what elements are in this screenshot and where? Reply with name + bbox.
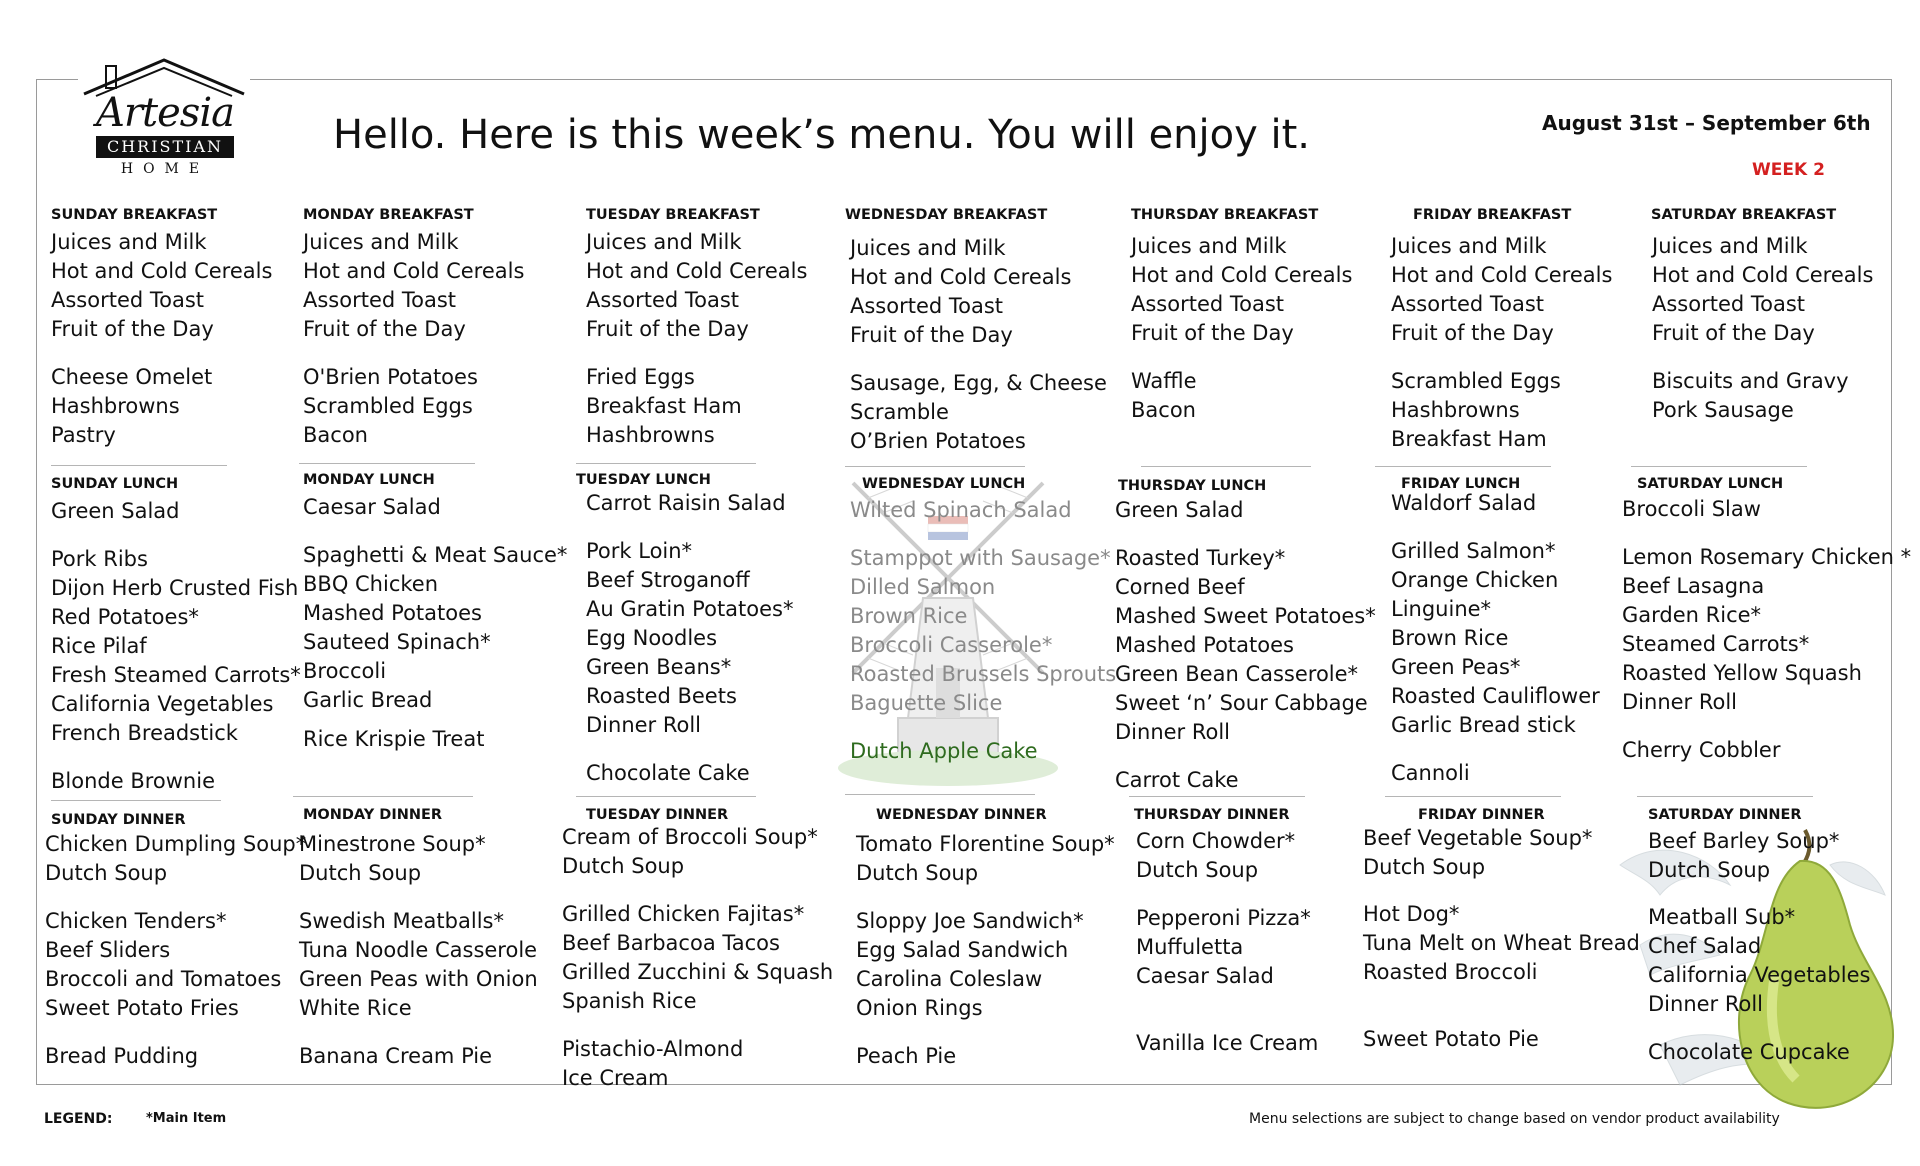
menu-item: Chicken Tenders*: [45, 909, 227, 933]
menu-item: Roasted Broccoli: [1363, 960, 1538, 984]
menu-item: Stamppot with Sausage*: [850, 546, 1111, 570]
menu-item: Peach Pie: [856, 1044, 957, 1068]
menu-item: Sausage, Egg, & Cheese: [850, 371, 1107, 395]
section-divider: [1385, 796, 1561, 797]
menu-item: Dilled Salmon: [850, 575, 996, 599]
menu-item: Green Salad: [1115, 498, 1244, 522]
menu-item: Egg Noodles: [586, 626, 718, 650]
menu-item: Green Peas*: [1391, 655, 1521, 679]
menu-item: Dinner Roll: [1622, 690, 1738, 714]
menu-item: Assorted Toast: [51, 288, 205, 312]
menu-item: Roasted Yellow Squash: [1622, 661, 1862, 685]
menu-item: Pastry: [51, 423, 116, 447]
menu-item: Dinner Roll: [1648, 992, 1764, 1016]
menu-item: Biscuits and Gravy: [1652, 369, 1849, 393]
menu-item: Chef Salad: [1648, 934, 1762, 958]
menu-item: Tomato Florentine Soup*: [856, 832, 1115, 856]
lunch-header: SATURDAY LUNCH: [1637, 476, 1784, 492]
menu-item: Onion Rings: [856, 996, 983, 1020]
menu-item: Spanish Rice: [562, 989, 697, 1013]
menu-item: Fruit of the Day: [586, 317, 749, 341]
menu-item: Vanilla Ice Cream: [1136, 1031, 1319, 1055]
menu-item: Carrot Raisin Salad: [586, 491, 786, 515]
menu-item: Juices and Milk: [303, 230, 459, 254]
menu-item: Blonde Brownie: [51, 769, 215, 793]
menu-item: Sweet Potato Pie: [1363, 1027, 1539, 1051]
menu-item: Corn Chowder*: [1136, 829, 1296, 853]
menu-item: Steamed Carrots*: [1622, 632, 1810, 656]
menu-item: Scrambled Eggs: [303, 394, 473, 418]
menu-item: Roasted Turkey*: [1115, 546, 1286, 570]
menu-item: Wilted Spinach Salad: [850, 498, 1072, 522]
menu-item: Baguette Slice: [850, 691, 1003, 715]
menu-item: Green Bean Casserole*: [1115, 662, 1359, 686]
menu-item: California Vegetables: [51, 692, 274, 716]
menu-item: Swedish Meatballs*: [299, 909, 504, 933]
menu-item: Dijon Herb Crusted Fish: [51, 576, 299, 600]
menu-item: Orange Chicken: [1391, 568, 1559, 592]
menu-item: Mashed Potatoes: [1115, 633, 1294, 657]
menu-item: Juices and Milk: [51, 230, 207, 254]
lunch-header: TUESDAY LUNCH: [576, 472, 711, 488]
menu-item: Dutch Soup: [1648, 858, 1771, 882]
menu-item: Scramble: [850, 400, 949, 424]
menu-item: O’Brien Potatoes: [850, 429, 1026, 453]
menu-item: Beef Barley Soup*: [1648, 829, 1840, 853]
menu-item: Mashed Potatoes: [303, 601, 482, 625]
section-divider: [1631, 466, 1807, 467]
menu-item: Lemon Rosemary Chicken *: [1622, 545, 1912, 569]
menu-item: Green Peas with Onion: [299, 967, 538, 991]
menu-item: Beef Stroganoff: [586, 568, 750, 592]
legend-label: LEGEND:: [44, 1111, 113, 1127]
menu-item: Broccoli and Tomatoes: [45, 967, 282, 991]
menu-item: Red Potatoes*: [51, 605, 199, 629]
menu-item: Caesar Salad: [303, 495, 441, 519]
menu-item: Dinner Roll: [1115, 720, 1231, 744]
section-divider: [845, 466, 1025, 467]
menu-item: Hot and Cold Cereals: [303, 259, 525, 283]
logo-band-text: CHRISTIAN: [96, 136, 234, 158]
menu-item: Broccoli: [303, 659, 387, 683]
menu-item: Pepperoni Pizza*: [1136, 906, 1311, 930]
menu-item: Garlic Bread: [303, 688, 433, 712]
menu-item: Minestrone Soup*: [299, 832, 486, 856]
dinner-header: FRIDAY DINNER: [1418, 807, 1545, 823]
lunch-header: THURSDAY LUNCH: [1118, 478, 1267, 494]
menu-item: Grilled Chicken Fajitas*: [562, 902, 805, 926]
dinner-header: WEDNESDAY DINNER: [876, 807, 1047, 823]
menu-item: Au Gratin Potatoes*: [586, 597, 794, 621]
menu-item: Brown Rice: [850, 604, 968, 628]
menu-item: Pistachio-Almond Ice Cream: [562, 1037, 744, 1090]
breakfast-header: FRIDAY BREAKFAST: [1413, 207, 1572, 223]
menu-item: Grilled Salmon*: [1391, 539, 1556, 563]
menu-item: Green Beans*: [586, 655, 732, 679]
menu-item: French Breadstick: [51, 721, 238, 745]
menu-item: Meatball Sub*: [1648, 905, 1796, 929]
menu-item: Dutch Soup: [562, 854, 685, 878]
menu-item: Hashbrowns: [586, 423, 715, 447]
menu-item: Fresh Steamed Carrots*: [51, 663, 301, 687]
menu-item: Cherry Cobbler: [1622, 738, 1781, 762]
dinner-header: TUESDAY DINNER: [586, 807, 729, 823]
menu-item: Caesar Salad: [1136, 964, 1274, 988]
menu-item: Beef Lasagna: [1622, 574, 1765, 598]
menu-item: Pork Ribs: [51, 547, 148, 571]
menu-item: Corned Beef: [1115, 575, 1245, 599]
page-title: Hello. Here is this week’s menu. You will enjoy it.: [333, 112, 1311, 158]
dinner-header: SUNDAY DINNER: [51, 812, 186, 828]
section-divider: [576, 796, 756, 797]
date-range: August 31st – September 6th: [1542, 111, 1871, 135]
menu-item: Breakfast Ham: [586, 394, 742, 418]
menu-item: Fruit of the Day: [303, 317, 466, 341]
menu-item: Mashed Sweet Potatoes*: [1115, 604, 1376, 628]
section-divider: [1129, 796, 1305, 797]
menu-item: Cheese Omelet: [51, 365, 213, 389]
menu-item: Fruit of the Day: [1391, 321, 1554, 345]
menu-item: Assorted Toast: [1131, 292, 1285, 316]
menu-item: Sloppy Joe Sandwich*: [856, 909, 1084, 933]
menu-item: Banana Cream Pie: [299, 1044, 493, 1068]
legend-main-item: *Main Item: [146, 1111, 227, 1126]
menu-item: Juices and Milk: [586, 230, 742, 254]
menu-item: Hashbrowns: [1391, 398, 1520, 422]
menu-item: Assorted Toast: [1391, 292, 1545, 316]
menu-item: Fruit of the Day: [1131, 321, 1294, 345]
menu-item: Grilled Zucchini & Squash: [562, 960, 834, 984]
menu-item: Fruit of the Day: [1652, 321, 1815, 345]
lunch-header: SUNDAY LUNCH: [51, 476, 179, 492]
menu-item: Linguine*: [1391, 597, 1492, 621]
menu-item: Pork Loin*: [586, 539, 693, 563]
menu-item: Fruit of the Day: [850, 323, 1013, 347]
section-divider: [1637, 796, 1813, 797]
menu-item: Fried Eggs: [586, 365, 695, 389]
menu-item: Hot Dog*: [1363, 902, 1460, 926]
dinner-header: MONDAY DINNER: [303, 807, 443, 823]
menu-item: Waffle: [1131, 369, 1197, 393]
menu-item: Breakfast Ham: [1391, 427, 1547, 451]
menu-item: Assorted Toast: [586, 288, 740, 312]
menu-item: White Rice: [299, 996, 412, 1020]
dinner-header: SATURDAY DINNER: [1648, 807, 1802, 823]
menu-item: Roasted Beets: [586, 684, 737, 708]
menu-item: Assorted Toast: [1652, 292, 1806, 316]
disclaimer-text: Menu selections are subject to change based on vendor product availability: [1249, 1111, 1780, 1127]
menu-item: Juices and Milk: [1131, 234, 1287, 258]
menu-item: Egg Salad Sandwich: [856, 938, 1069, 962]
section-divider: [293, 796, 473, 797]
menu-item: Dutch Soup: [299, 861, 422, 885]
menu-item: Fruit of the Day: [51, 317, 214, 341]
menu-item: Muffuletta: [1136, 935, 1244, 959]
menu-item: Rice Krispie Treat: [303, 727, 485, 751]
menu-item: Chicken Dumpling Soup*: [45, 832, 307, 856]
menu-item: Bread Pudding: [45, 1044, 199, 1068]
menu-item: Dutch Soup: [45, 861, 168, 885]
breakfast-header: THURSDAY BREAKFAST: [1131, 207, 1319, 223]
menu-item: Tuna Noodle Casserole: [299, 938, 538, 962]
menu-item: Roasted Brussels Sprouts: [850, 662, 1117, 686]
breakfast-header: WEDNESDAY BREAKFAST: [845, 207, 1048, 223]
dinner-header: THURSDAY DINNER: [1134, 807, 1290, 823]
menu-item: Broccoli Casserole*: [850, 633, 1053, 657]
week-label: WEEK 2: [1752, 160, 1825, 180]
menu-item: Carolina Coleslaw: [856, 967, 1043, 991]
menu-item: Sauteed Spinach*: [303, 630, 491, 654]
menu-item: Sweet ‘n’ Sour Cabbage: [1115, 691, 1368, 715]
menu-item: Roasted Cauliflower: [1391, 684, 1600, 708]
menu-item: Sweet Potato Fries: [45, 996, 239, 1020]
menu-item: California Vegetables: [1648, 963, 1871, 987]
menu-item: Chocolate Cake: [586, 761, 750, 785]
menu-item: Assorted Toast: [303, 288, 457, 312]
menu-item: Beef Sliders: [45, 938, 171, 962]
menu-item: Scrambled Eggs: [1391, 369, 1561, 393]
section-divider: [51, 465, 227, 466]
menu-item: Dutch Apple Cake: [850, 739, 1038, 763]
menu-item: Juices and Milk: [850, 236, 1006, 260]
menu-item: Green Salad: [51, 499, 180, 523]
menu-item: Juices and Milk: [1652, 234, 1808, 258]
menu-item: Hot and Cold Cereals: [850, 265, 1072, 289]
menu-item: Hashbrowns: [51, 394, 180, 418]
menu-item: Dutch Soup: [1363, 855, 1486, 879]
menu-item: Rice Pilaf: [51, 634, 147, 658]
menu-item: BBQ Chicken: [303, 572, 439, 596]
menu-item: Carrot Cake: [1115, 768, 1239, 792]
menu-item: Hot and Cold Cereals: [586, 259, 808, 283]
menu-item: Hot and Cold Cereals: [1131, 263, 1353, 287]
menu-item: Spaghetti & Meat Sauce*: [303, 543, 568, 567]
menu-item: Cannoli: [1391, 761, 1470, 785]
menu-item: Bacon: [303, 423, 368, 447]
section-divider: [845, 794, 1035, 795]
menu-item: Dinner Roll: [586, 713, 702, 737]
menu-item: Bacon: [1131, 398, 1196, 422]
logo-script-text: Artesia: [96, 90, 234, 136]
breakfast-header: SUNDAY BREAKFAST: [51, 207, 218, 223]
menu-item: Dutch Soup: [856, 861, 979, 885]
menu-item: Chocolate Cupcake: [1648, 1040, 1850, 1064]
menu-item: Broccoli Slaw: [1622, 497, 1761, 521]
menu-item: Waldorf Salad: [1391, 491, 1537, 515]
menu-item: Cream of Broccoli Soup*: [562, 825, 818, 849]
section-divider: [299, 463, 475, 464]
menu-item: Brown Rice: [1391, 626, 1509, 650]
menu-item: Dutch Soup: [1136, 858, 1259, 882]
breakfast-header: TUESDAY BREAKFAST: [586, 207, 760, 223]
lunch-header: FRIDAY LUNCH: [1401, 476, 1521, 492]
menu-item: Garlic Bread stick: [1391, 713, 1576, 737]
logo-home-text: HOME: [120, 161, 210, 177]
menu-item: Assorted Toast: [850, 294, 1004, 318]
menu-item: Beef Barbacoa Tacos: [562, 931, 780, 955]
lunch-header: MONDAY LUNCH: [303, 472, 435, 488]
section-divider: [51, 800, 221, 801]
section-divider: [576, 463, 756, 464]
breakfast-header: SATURDAY BREAKFAST: [1651, 207, 1837, 223]
lunch-header: WEDNESDAY LUNCH: [862, 476, 1026, 492]
menu-item: Beef Vegetable Soup*: [1363, 826, 1593, 850]
breakfast-header: MONDAY BREAKFAST: [303, 207, 474, 223]
menu-item: Hot and Cold Cereals: [1652, 263, 1874, 287]
menu-item: Garden Rice*: [1622, 603, 1762, 627]
section-divider: [1141, 466, 1311, 467]
section-divider: [1375, 466, 1551, 467]
menu-item: Hot and Cold Cereals: [1391, 263, 1613, 287]
menu-item: Pork Sausage: [1652, 398, 1794, 422]
menu-item: Juices and Milk: [1391, 234, 1547, 258]
menu-item: Tuna Melt on Wheat Bread: [1363, 931, 1640, 955]
menu-item: O'Brien Potatoes: [303, 365, 478, 389]
menu-item: Hot and Cold Cereals: [51, 259, 273, 283]
logo: [80, 58, 250, 182]
